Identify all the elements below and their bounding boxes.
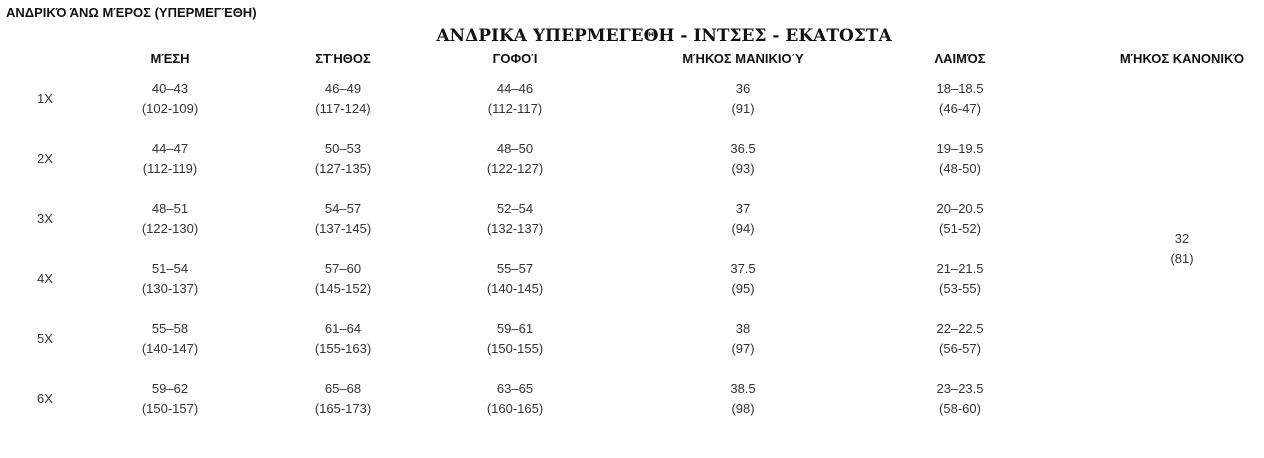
cell-hips: [435, 139, 595, 179]
size-label: 3X: [37, 211, 53, 226]
cell-neck: [880, 79, 1040, 119]
cell-inches: 22–22.5: [936, 321, 984, 336]
cell-sleeve: [663, 259, 823, 299]
cell-sleeve: [663, 79, 823, 119]
cell-neck: [880, 139, 1040, 179]
size-label: 1X: [37, 91, 53, 106]
cell-centimeters: (112-119): [142, 161, 198, 176]
cell-centimeters: (150-155): [486, 341, 544, 356]
cell-centimeters: (132-137): [486, 221, 544, 236]
cell-inches: 59–62: [151, 381, 189, 396]
cell-sleeve: [663, 199, 823, 239]
cell-inches: 44–47: [151, 141, 189, 156]
cell-centimeters: (97): [731, 341, 755, 356]
cell-centimeters: (150-157): [141, 401, 199, 416]
cell-neck: [880, 319, 1040, 359]
cell-chest: [263, 199, 423, 239]
cell-inches: 54–57: [324, 201, 362, 216]
cell-centimeters: (94): [731, 221, 755, 236]
cell-neck: [880, 199, 1040, 239]
cell-inches: 52–54: [496, 201, 534, 216]
cell-inches: 57–60: [324, 261, 362, 276]
cell-hips: [435, 319, 595, 359]
cell-centimeters: (51-52): [939, 221, 981, 236]
cell-centimeters: (130-137): [141, 281, 199, 296]
cell-centimeters: (91): [731, 101, 755, 116]
cell-chest: [263, 379, 423, 419]
cell-centimeters: (160-165): [486, 401, 544, 416]
cell-waist: [90, 259, 250, 299]
table-title: ΑΝΔΡΙΚΑ ΥΠΕΡΜΕΓΕΘΗ - ΙΝΤΣΕΣ - ΕΚΑΤΟΣΤΑ: [436, 26, 892, 46]
cell-waist: [90, 139, 250, 179]
cell-centimeters: (48-50): [939, 161, 981, 176]
cell-chest: [263, 139, 423, 179]
header-regular-length: ΜΉΚΟΣ ΚΑΝΟΝΙΚΌ: [1119, 51, 1245, 66]
size-label: 2X: [37, 151, 53, 166]
header-sleeve: ΜΉΚΟΣ ΜΑΝΙΚΙΟΎ: [682, 51, 804, 66]
cell-inches: 48–50: [496, 141, 534, 156]
cell-inches: 63–65: [496, 381, 534, 396]
cell-centimeters: (140-145): [486, 281, 544, 296]
header-hips: ΓΟΦΟΊ: [492, 51, 538, 66]
cell-hips: [435, 79, 595, 119]
cell-inches: 32: [1174, 231, 1190, 246]
header-chest: ΣΤΉΘΟΣ: [315, 51, 371, 66]
cell-waist: [90, 79, 250, 119]
cell-neck: [880, 379, 1040, 419]
header-neck: ΛΑΙΜΌΣ: [934, 51, 986, 66]
cell-inches: 50–53: [324, 141, 362, 156]
cell-inches: 59–61: [496, 321, 534, 336]
cell-sleeve: [663, 379, 823, 419]
cell-centimeters: (117-124): [315, 101, 371, 116]
cell-waist: [90, 199, 250, 239]
cell-sleeve: [663, 319, 823, 359]
cell-centimeters: (112-117): [487, 101, 543, 116]
cell-centimeters: (95): [731, 281, 755, 296]
page-heading: ΑΝΔΡΙΚΌ ΆΝΩ ΜΈΡΟΣ (ΥΠΕΡΜΕΓΈΘΗ): [6, 5, 257, 20]
cell-regular-length: [1102, 229, 1262, 269]
cell-hips: [435, 199, 595, 239]
cell-hips: [435, 379, 595, 419]
cell-centimeters: (58-60): [939, 401, 981, 416]
cell-centimeters: (140-147): [141, 341, 199, 356]
size-label: 4X: [37, 271, 53, 286]
header-waist: ΜΈΣΗ: [150, 51, 190, 66]
cell-inches: 55–57: [496, 261, 534, 276]
cell-centimeters: (165-173): [314, 401, 372, 416]
cell-inches: 38: [735, 321, 751, 336]
cell-inches: 37.5: [730, 261, 756, 276]
cell-inches: 48–51: [151, 201, 189, 216]
cell-centimeters: (53-55): [939, 281, 981, 296]
cell-inches: 55–58: [151, 321, 189, 336]
cell-hips: [435, 259, 595, 299]
cell-centimeters: (122-130): [141, 221, 199, 236]
cell-inches: 44–46: [496, 81, 534, 96]
cell-inches: 38.5: [730, 381, 756, 396]
cell-waist: [90, 319, 250, 359]
cell-inches: 36: [735, 81, 751, 96]
cell-chest: [263, 319, 423, 359]
size-label: 6X: [37, 391, 53, 406]
cell-centimeters: (122-127): [486, 161, 544, 176]
cell-centimeters: (155-163): [314, 341, 372, 356]
cell-centimeters: (56-57): [939, 341, 981, 356]
cell-inches: 20–20.5: [936, 201, 984, 216]
cell-centimeters: (98): [731, 401, 755, 416]
cell-centimeters: (127-135): [314, 161, 372, 176]
cell-centimeters: (102-109): [141, 101, 199, 116]
cell-centimeters: (137-145): [314, 221, 372, 236]
cell-inches: 40–43: [151, 81, 189, 96]
cell-sleeve: [663, 139, 823, 179]
cell-inches: 65–68: [324, 381, 362, 396]
cell-inches: 21–21.5: [936, 261, 984, 276]
cell-inches: 46–49: [324, 81, 362, 96]
cell-neck: [880, 259, 1040, 299]
cell-waist: [90, 379, 250, 419]
size-label: 5X: [37, 331, 53, 346]
cell-inches: 23–23.5: [936, 381, 984, 396]
cell-inches: 37: [735, 201, 751, 216]
cell-inches: 19–19.5: [936, 141, 984, 156]
cell-inches: 51–54: [151, 261, 189, 276]
cell-centimeters: (145-152): [314, 281, 372, 296]
cell-inches: 61–64: [324, 321, 362, 336]
cell-centimeters: (93): [731, 161, 755, 176]
cell-inches: 36.5: [730, 141, 756, 156]
cell-centimeters: (46-47): [939, 101, 981, 116]
cell-chest: [263, 259, 423, 299]
cell-chest: [263, 79, 423, 119]
cell-inches: 18–18.5: [936, 81, 984, 96]
cell-centimeters: (81): [1170, 251, 1194, 266]
